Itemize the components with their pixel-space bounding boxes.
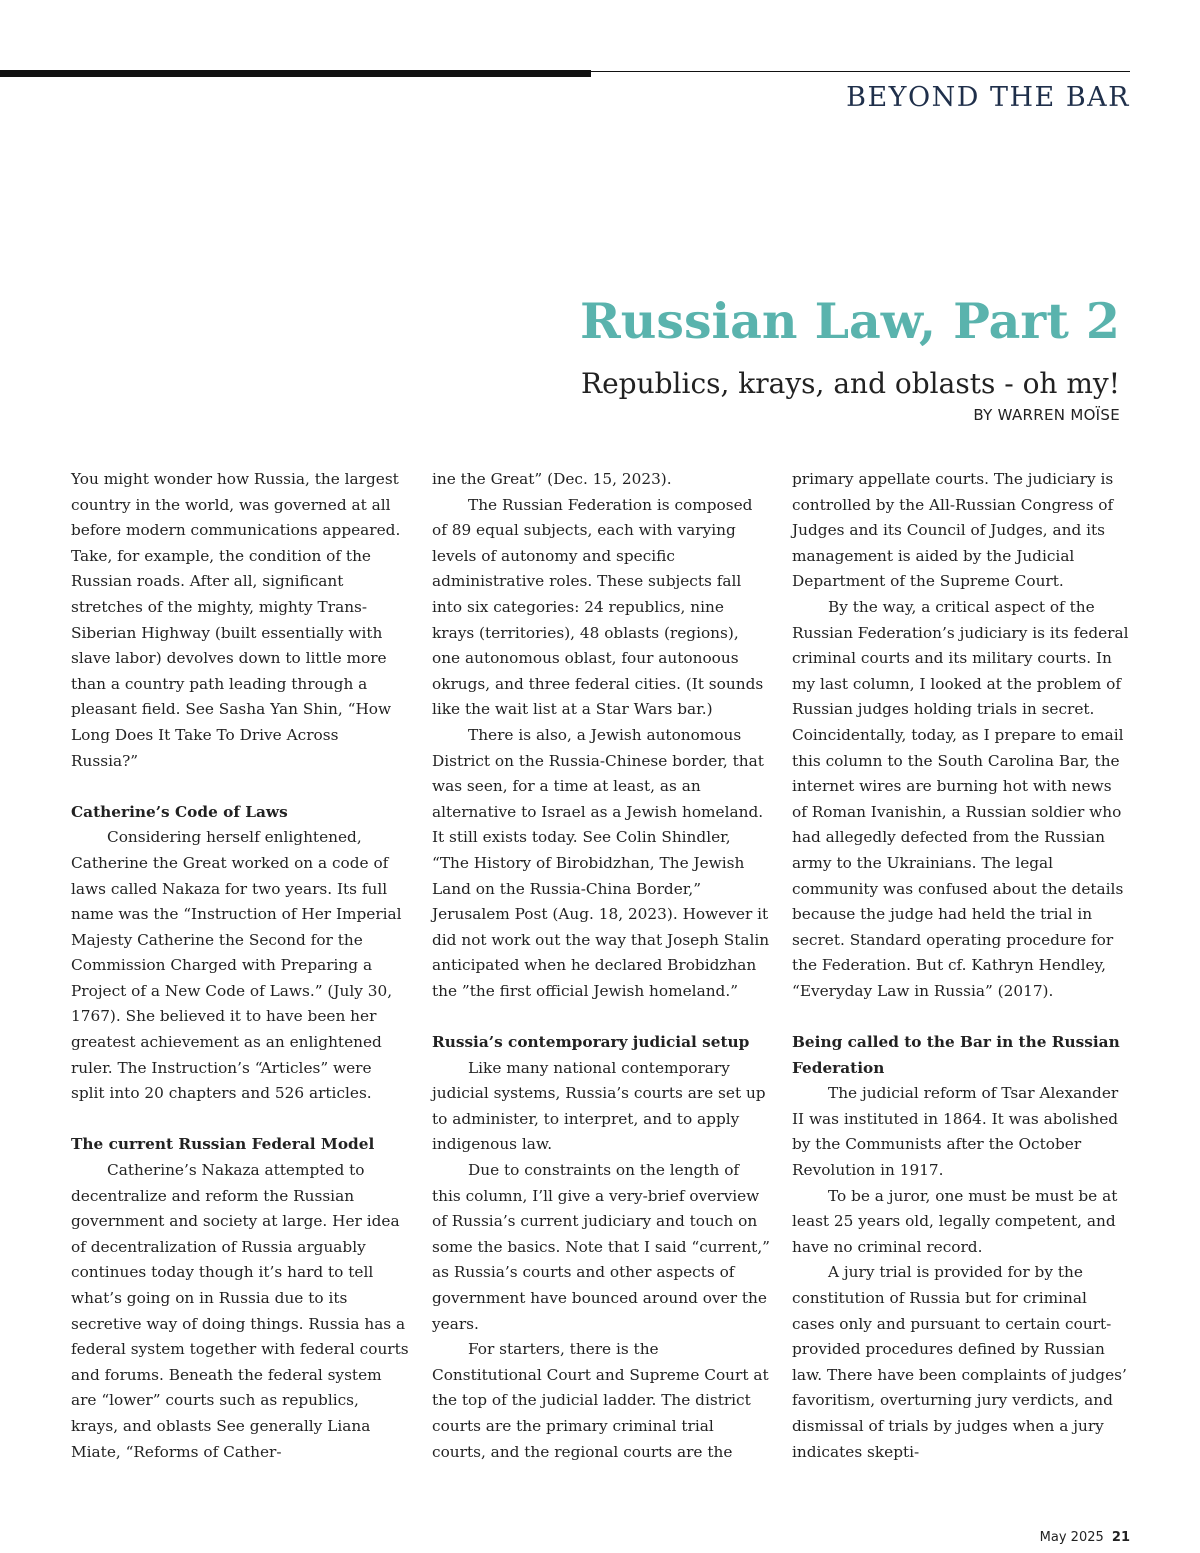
section-label: BEYOND THE BAR (846, 82, 1130, 113)
paragraph: A jury trial is provided for by the constitution of Russia but for criminal cases only and pursuant to certain court-provided procedures defined by Russian law. There have been complaints of judges’ favoritism, overturning jury verdicts, and dismissal of trials by judges when a jury indicates skepti- (792, 1263, 1127, 1461)
paragraph: To be a juror, one must be must be at least 25 years old, legally competent, and have no criminal record. (792, 1186, 1118, 1256)
section-heading: The current Russian Federal Model (71, 1135, 375, 1154)
page-number: 21 (1111, 1530, 1130, 1545)
paragraph: The Russian Federation is composed of 89 equal subjects, each with varying levels of autonomy and specific administrative roles. These subjects fall into six categories: 24 republics, nine krays (territories), 48 oblasts (regions), one autonomous oblast, four autonoous okrugs, and three federal cities. (It sounds like the wait list at a Star Wars bar.) (432, 495, 764, 719)
paragraph: The judicial reform of Tsar Alexander II was instituted in 1864. It was abolished by the Communists after the October Revolution in 1917. (792, 1084, 1119, 1180)
section-heading: Russia’s contemporary judicial setup (432, 1033, 750, 1052)
paragraph: Catherine’s Nakaza attempted to decentralize and reform the Russian government and society at large. Her idea of decentralization of Russia arguably continues today though it’s hard to tell what’s going on in Russia due to its secretive way of doing things. Russia has a federal system together with federal courts and forums. Beneath the federal system are “lower” courts such as republics, krays, and oblasts See generally Liana Miate, “Reforms of Cather- (71, 1161, 409, 1461)
section-heading: Being called to the Bar in the Russian Federation (792, 1033, 1120, 1077)
article-subtitle: Republics, krays, and oblasts - oh my! (581, 367, 1120, 400)
paragraph: There is also, a Jewish autonomous District on the Russia-Chinese border, that was seen, for a time at least, as an alternative to Israel as a Jewish homeland. It still exists today. See Colin Shindler, “The History of Birobidzhan, The Jewish Land on the Russia-China Border,” Jerusalem Post (Aug. 18, 2023). However it did not work out the way that Joseph Stalin anticipated when he declared Brobidzhan the ”the first official Jewish homeland.” (432, 725, 770, 1000)
paragraph: You might wonder how Russia, the largest country in the world, was governed at all before modern communications appeared. Take, for example, the condition of the Russian roads. After all, significant stretches of the mighty, mighty Trans-Siberian Highway (built essentially with slave labor) devolves down to little more than a country path leading through a pleasant field. See Sasha Yan Shin, “How Long Does It Take To Drive Across Russia?” (71, 470, 401, 770)
header-rule-thin (591, 71, 1130, 72)
article-title: Russian Law, Part 2 (580, 292, 1120, 350)
paragraph: For starters, there is the Constitutional Court and Supreme Court at the top of the judicial ladder. The district courts are the primary criminal trial courts, and the regional courts are the (432, 1340, 769, 1461)
paragraph: Due to constraints on the length of this column, I’ll give a very-brief overview of Russia’s current judiciary and touch on some the basics. Note that I said “current,” as Russia’s courts and other aspects of government have bounced around over the years. (432, 1161, 770, 1333)
text-column-1 (71, 467, 409, 1465)
article-byline: BY WARREN MOÏSE (973, 406, 1120, 424)
page-footer (1040, 1530, 1130, 1545)
issue-date: May 2025 (1039, 1530, 1104, 1545)
paragraph: By the way, a critical aspect of the Russian Federation’s judiciary is its federal criminal courts and its military courts. In my last column, I looked at the problem of Russian judges holding trials in secret. Coincidentally, today, as I prepare to email this column to the South Carolina Bar, the internet wires are burning hot with news of Roman Ivanishin, a Russian soldier who had allegedly defected from the Russian army to the Ukrainians. The legal community was confused about the details because the judge had held the trial in secret. Standard operating procedure for the Federation. But cf. Kathryn Hendley, “Everyday Law in Russia” (2017). (792, 597, 1129, 1000)
paragraph: ine the Great” (Dec. 15, 2023). (432, 470, 672, 488)
text-column-2 (432, 467, 770, 1465)
section-heading: Catherine’s Code of Laws (71, 802, 288, 821)
paragraph: primary appellate courts. The judiciary is controlled by the All-Russian Congress of Judges and its Council of Judges, and its management is aided by the Judicial Department of the Supreme Court. (792, 470, 1114, 591)
paragraph: Considering herself enlightened, Catherine the Great worked on a code of laws called Nakaza for two years. Its full name was the “Instruction of Her Imperial Majesty Catherine the Second for the Commission Charged with Preparing a Project of a New Code of Laws.” (July 30, 1767). She believed it to have been her greatest achievement as an enlightened ruler. The Instruction’s “Articles” were split into 20 chapters and 526 articles. (71, 828, 402, 1103)
text-column-3 (792, 467, 1130, 1465)
header-rule-thick (0, 70, 591, 77)
paragraph: Like many national contemporary judicial systems, Russia’s courts are set up to administer, to interpret, and to apply indigenous law. (432, 1058, 766, 1154)
